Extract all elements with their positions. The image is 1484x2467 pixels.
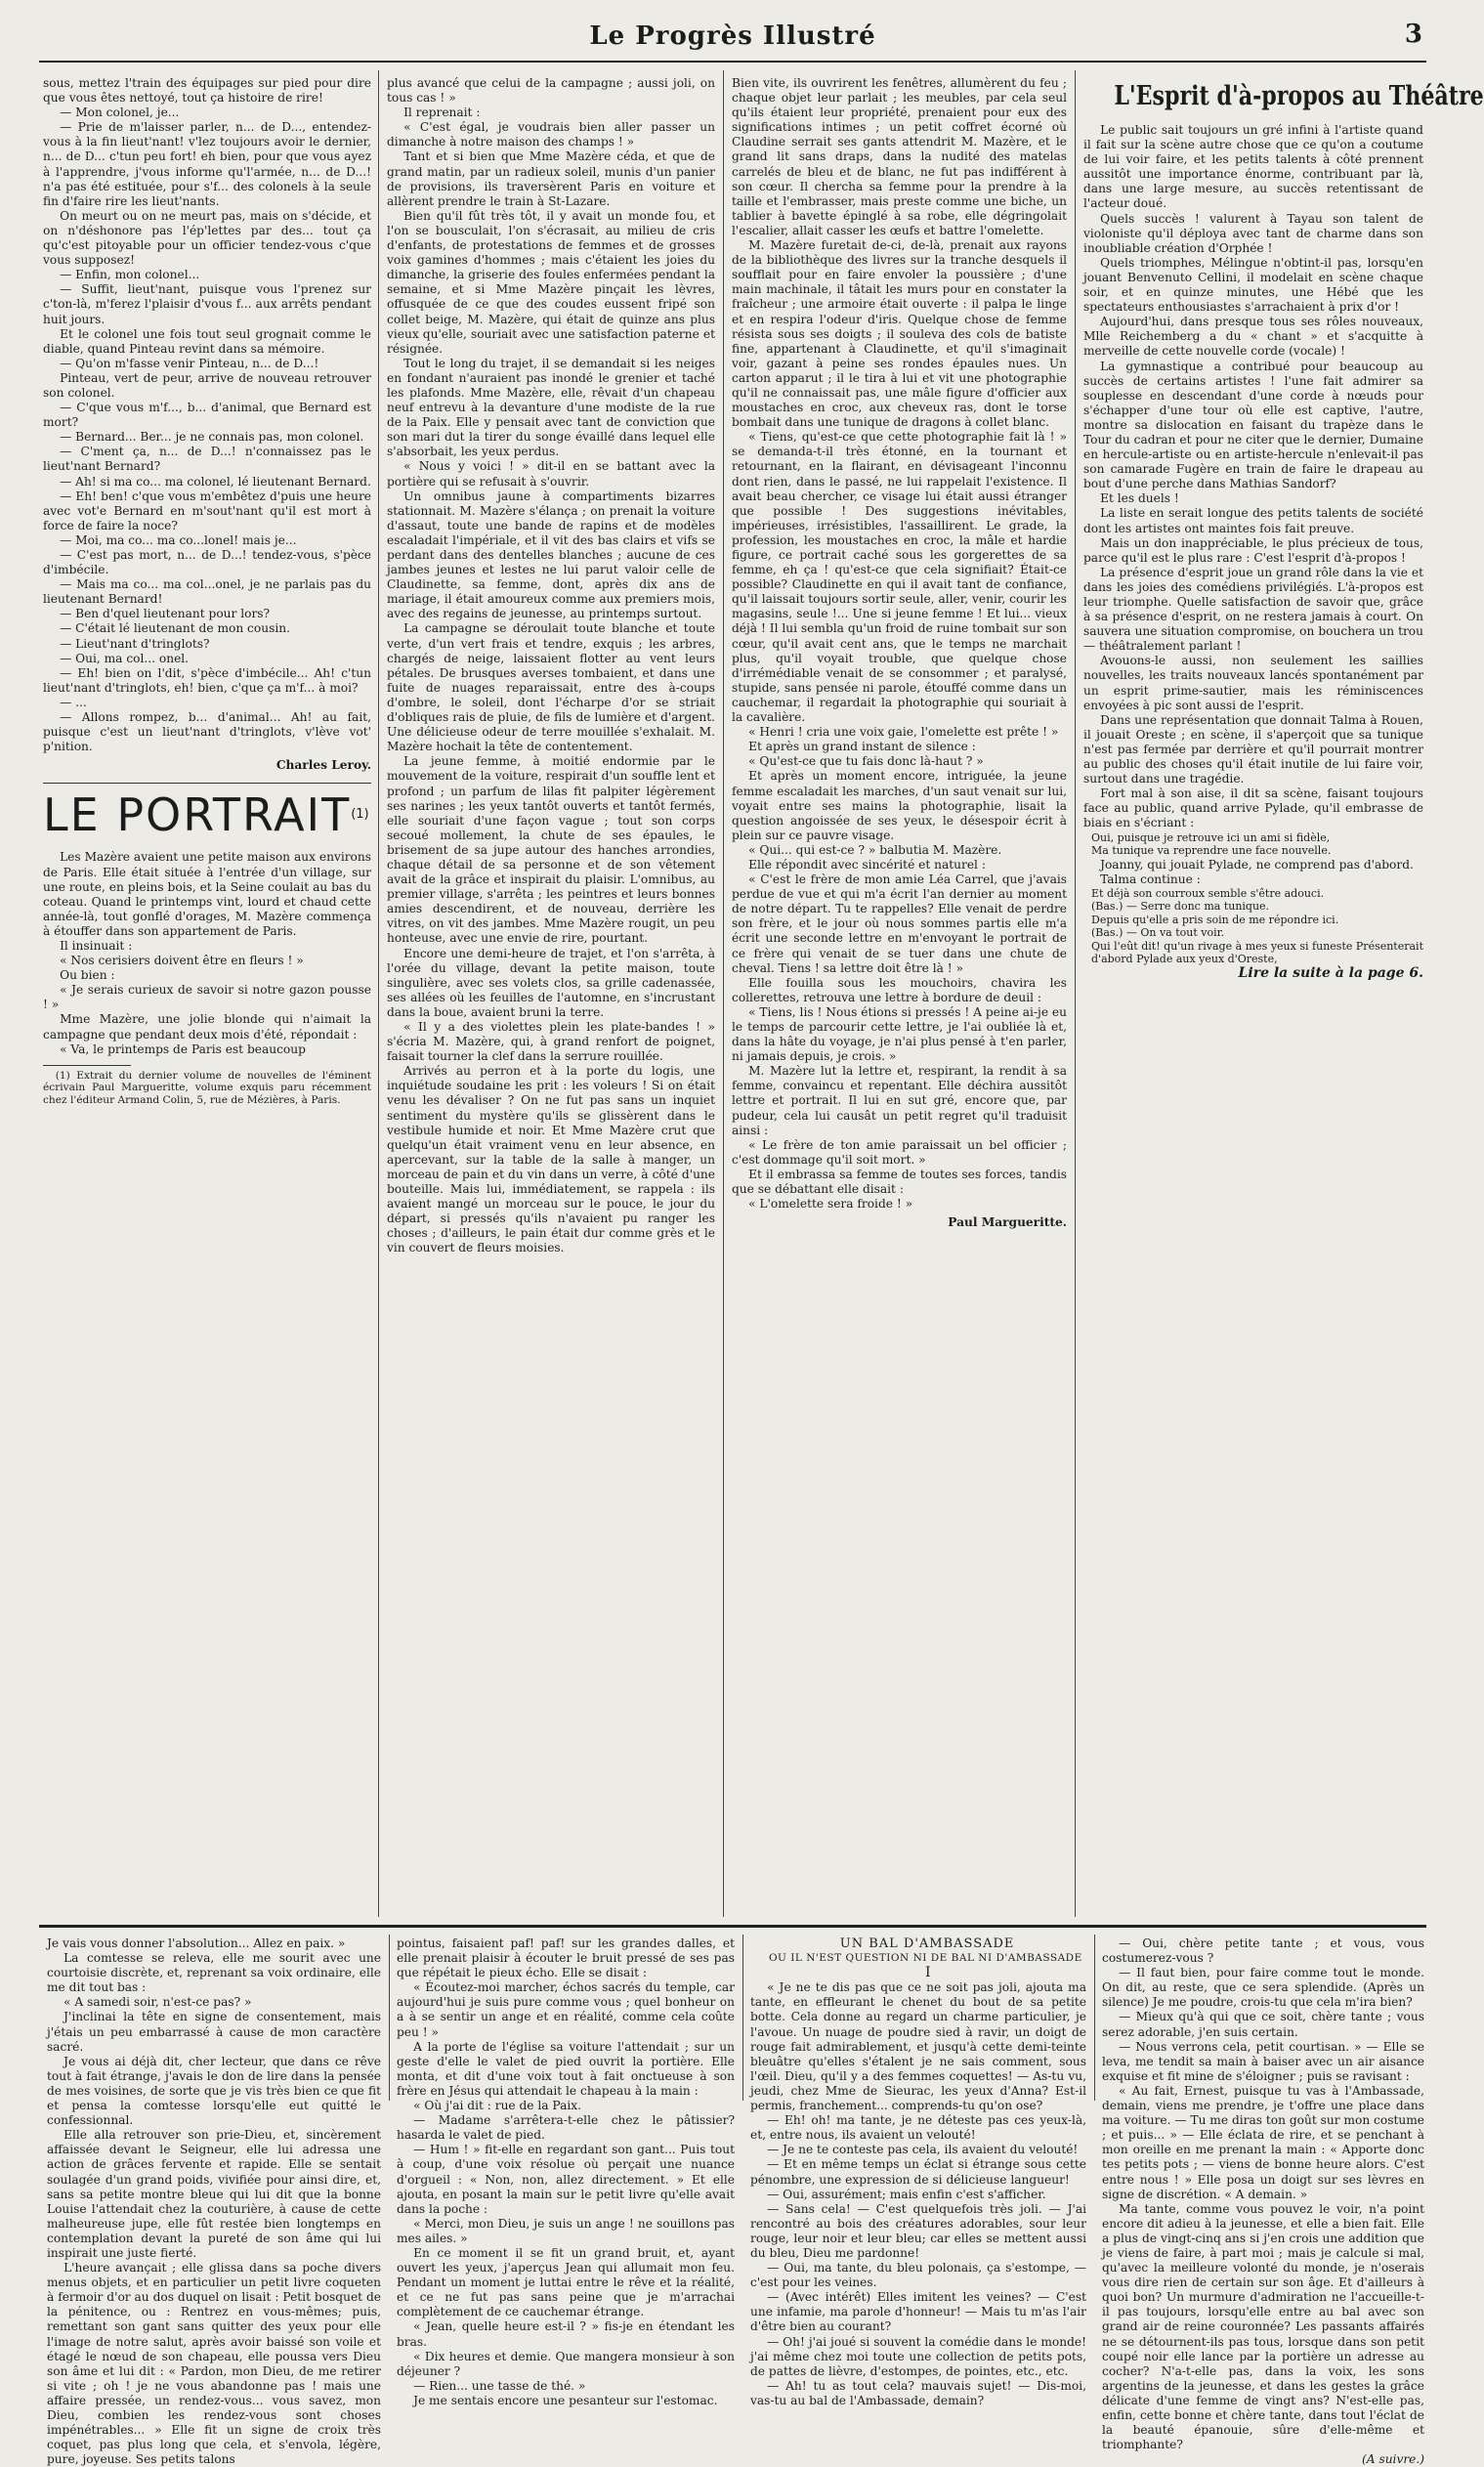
paragraph: — (Avec intérêt) Elles imitent les veines? — C'est une infamie, ma parole d'honneur! — Mais tu m'as l'air d'être bien au courant?: [750, 2290, 1086, 2334]
paragraph: — Allons rompez, b... d'animal... Ah! au fait, puisque c'est un lieut'nant d'tringlots, v'lève vot' p'nition.: [43, 710, 371, 754]
column-rule: [1094, 1935, 1095, 2101]
footnote-mark: (1): [351, 807, 369, 823]
paragraph: — Enfin, mon colonel...: [60, 268, 200, 282]
paragraph: « Qui... qui est-ce ? » balbutia M. Mazère.: [748, 842, 1002, 857]
paragraph: « Jean, quelle heure est-il ? » fis-je en étendant les bras.: [397, 2319, 735, 2349]
paragraph: Mais un don inappréciable, le plus précieux de tous, parce qu'il est le plus rare : C'est l'esprit d'à-propos !: [1083, 535, 1423, 565]
paragraph: La jeune femme, à moitié endormie par le mouvement de la voiture, respirait d'un souffle lent et profond ; un parfum de lilas fit palpiter légèrement ses narines ; les yeux tantôt ouverts et tantôt fermés, elle souriait d'une façon vague ; tout son corps secoué mollement, la chute de ses épaules, le brisement de sa jupe autour des hanches arrondies, chaque détail de sa personne et de son vêtement avait de la grâce et inspirait du plaisir. L'omnibus, au premier village, s'arrêta ; les peintres et leurs bonnes amies descendirent, et de nouveau, derrière les vitres, on vit des jambes. Mme Mazère rougit, un peu honteuse, avec une envie de rire, pourtant.: [387, 754, 715, 946]
paragraph: Encore une demi-heure de trajet, et l'on s'arrêta, à l'orée du village, devant la petite maison, toute singulière, avec ses volets clos, sa grille cadenassée, ses allées où les feuilles de l'automne, en s'incrustant dans la boue, avaient bruni la terre.: [387, 946, 715, 1019]
paragraph: Quels triomphes, Mélingue n'obtint-il pas, lorsqu'en jouant Benvenuto Cellini, il modelait en scène chaque soir, et en quinze minutes, une Hébé que les spectateurs enthousiastes s'arrachaient à prix d'or !: [1083, 255, 1423, 315]
paragraph: sous, mettez l'train des équipages sur pied pour dire que vous êtes nettoyé, tout ça histoire de rire!: [43, 76, 371, 106]
paragraph: — C'est pas mort, n... de D...! tendez-vous, s'pèce d'imbécile.: [43, 548, 371, 577]
column-rule: [723, 70, 724, 1917]
paragraph: — Je ne te conteste pas cela, ils avaient du velouté!: [767, 2143, 1079, 2157]
paragraph: — Nous verrons cela, petit courtisan. » — Elle se leva, me tendit sa main à baiser avec un air aisance exquise et fit mine de s'éloigner ; puis se ravisant :: [1102, 2039, 1424, 2083]
paragraph: — Sans cela! — C'est quelquefois très joli. — J'ai rencontré au bois des créatures adorables, sour leur rouge, leur noir et leur bleu; car elles se mettent aussi du bleu, Dieu me pardonne!: [750, 2201, 1086, 2260]
paragraph: « Où j'ai dit : rue de la Paix.: [413, 2099, 581, 2113]
verse-line: Depuis qu'elle a pris soin de me répondre ici.: [1091, 913, 1339, 926]
paragraph: En ce moment il se fit un grand bruit, et, ayant ouvert les yeux, j'aperçus Jean qui allumait mon feu. Pendant un moment je luttai entre le rêve et la réalité, et ce ne fut pas sans peine que je m'arrachai complètement de ce cauchemar étrange.: [397, 2245, 735, 2319]
paragraph: « Nous y voici ! » dit-il en se battant avec la portière qui se refusait à s'ouvrir.: [387, 459, 715, 489]
paragraph: — Qu'on m'fasse venir Pinteau, n... de D...!: [60, 356, 319, 370]
paragraph: Dans une représentation que donnait Talma à Rouen, il jouait Oreste ; en scène, il s'aperçoit que sa tunique n'est pas fermée par derrière et qu'il pourrait montrer au public des choses qu'il était inutile de lui faire voir, surtout dans une tragédie.: [1083, 712, 1423, 787]
paragraph: Avouons-le aussi, non seulement les saillies nouvelles, les traits nouveaux lancés spontanément par un esprit prime-sautier, mais les réminiscences envoyées à pic sont aussi de l'esprit.: [1083, 654, 1423, 712]
paragraph: « Dix heures et demie. Que mangera monsieur à son déjeuner ?: [397, 2349, 735, 2378]
section-number: I: [925, 1965, 931, 1981]
paragraph: pointus, faisaient paf! paf! sur les grandes dalles, et elle prenait plaisir à écouter le bruit pressé de ses pas que répétait le pieux écho. Elle se disait :: [397, 1936, 735, 1980]
paragraph: — Oui, chère petite tante ; et vous, vous costumerez-vous ?: [1102, 1936, 1424, 1966]
paragraph: Je me sentais encore une pesanteur sur l'estomac.: [413, 2393, 718, 2407]
paragraph: — Oui, ma tante, du bleu polonais, ça s'estompe, — c'est pour les veines.: [750, 2261, 1086, 2290]
page-header: [39, 18, 1426, 63]
verse-line: Et déjà son courroux semble s'être adouci.: [1091, 886, 1325, 900]
paragraph: — Ah! si ma co... ma colonel, lé lieutenant Bernard.: [60, 474, 371, 489]
paragraph: Et les duels !: [1100, 491, 1179, 506]
paragraph: — Rien... une tasse de thé. »: [413, 2378, 586, 2393]
paragraph: — ...: [60, 695, 87, 709]
column-rule: [742, 1935, 743, 2101]
paragraph: — Lieut'nant d'tringlots?: [60, 636, 210, 651]
continued-link[interactable]: Lire la suite à la page 6.: [1238, 964, 1423, 981]
verse-line: Ma tunique va reprendre une face nouvelle.: [1091, 844, 1332, 857]
paragraph: Le public sait toujours un gré infini à l'artiste quand il fait sur la scène autre chose que ce qu'on a coutume de lui voir faire, et les petits talents à côté prennent aussitôt une importance énorme, contribuant par là, dans une large mesure, au succès retentissant de l'acteur doué.: [1083, 123, 1423, 211]
paragraph: — Mon colonel, je...: [60, 106, 180, 120]
paragraph: Tant et si bien que Mme Mazère céda, et que de grand matin, par un radieux soleil, munis d'un panier de provisions, ils traversèrent Paris en voiture et allèrent prendre le train à St-Lazare.: [387, 149, 715, 208]
verse-line: (Bas.) — Serre donc ma tunique.: [1091, 900, 1270, 914]
paragraph: Et après un grand instant de silence :: [748, 740, 976, 754]
column-rule: [1075, 70, 1076, 1917]
article-title: L'Esprit d'à-propos au Théâtre: [1114, 81, 1484, 111]
paragraph: Un omnibus jaune à compartiments bizarres stationnait. M. Mazère s'élança ; on prenait la voiture d'assaut, toute une bande de rapins et de modèles escaladait l'impériale, et il vit des bas clairs et vifs se perdant dans des dentelles blanches ; aucune de ces jambes jeunes et lestes ne lui parut valoir celle de Claudinette, sa femme, dont, après dix ans de mariage, il était amoureux comme aux premiers mois, avec des regains de jeunesse, au printemps surtout.: [387, 489, 715, 621]
column-4: [1083, 76, 1484, 1918]
bottom-column-3: [750, 1936, 1086, 2407]
paragraph: Bien qu'il fût très tôt, il y avait un monde fou, et l'on se bousculait, l'on s'écrasait, au milieu de cris d'enfants, de protestations de femmes et de grosses voix gamines d'hommes ; mais c'étaient les joies du dimanche, la griserie des foules enfermées pendant la semaine, et si Mme Mazère pinçait les lèvres, offusquée de ce que des coudes eussent fripé son collet beige, M. Mazère, qui était de quinze ans plus vieux qu'elle, souriait avec une satisfaction paterne et résignée.: [387, 208, 715, 356]
paragraph: — Mais ma co... ma col...onel, je ne parlais pas du lieutenant Bernard!: [43, 577, 371, 607]
page-number: 3: [1404, 20, 1422, 49]
paragraph: « Nos cerisiers doivent être en fleurs ! »: [60, 954, 304, 968]
paragraph: — Eh! oh! ma tante, je ne déteste pas ces yeux-là, et, entre nous, ils avaient un velouté!: [750, 2113, 1086, 2143]
paragraph: M. Mazère lut la lettre et, respirant, la rendit à sa femme, convaincu et repentant. Elle déchira aussitôt lettre et portrait. Il lui en sut gré, encore que, par pudeur, cela lui causât un petit regret qu'il traduisit ainsi :: [732, 1064, 1067, 1137]
paragraph: Les Mazère avaient une petite maison aux environs de Paris. Elle était située à l'entrée d'un village, sur une route, en pleins bois, et la Seine coulait au bas du coteau. Quand le printemps vint, lourd et chaud cette année-là, tout gonflé d'orages, M. Mazère commença à étouffer dans son appartement de Paris.: [43, 850, 371, 938]
paragraph: « C'est égal, je voudrais bien aller passer un dimanche à notre maison des champs ! »: [387, 120, 715, 149]
paragraph: A la porte de l'église sa voiture l'attendait ; sur un geste d'elle le valet de pied ouvrit la portière. Elle monta, et dit d'une voix tout à fait onctueuse à son frère en Jésus qui attendait le chapeau à la main :: [397, 2039, 735, 2098]
paragraph: M. Mazère furetait de-ci, de-là, prenait aux rayons de la bibliothèque des livres sur la tranche desquels il soufflait pour en faire envoler la poussière ; d'une main machinale, il tâtait les murs pour en constater la fraîcheur ; une armoire était ouverte : il palpa le linge et en respira l'odeur d'iris. Quelque chose de femme résista sous ses doigts ; il souleva des cols de batiste fine, appartenant à Claudinette, et qu'il s'imaginait voir, gazant à peine ses rondes épaules nues. Un carton apparut ; il le tira à lui et vit une photographie qu'il ne connaissait pas, une mâle figure d'officier aux moustaches en croc, aux cheveux ras, dont le torse bombait dans une tunique de dragons à collet blanc.: [732, 238, 1067, 430]
column-1: [43, 76, 371, 1918]
article-divider: [43, 783, 371, 784]
paragraph: « A samedi soir, n'est-ce pas? »: [64, 1995, 252, 2010]
verse-line: Qui l'eût dit! qu'un rivage à mes yeux si funeste Présenterait d'abord Pylade aux yeux d'Oreste,: [1091, 939, 1423, 966]
paragraph: plus avancé que celui de la campagne ; aussi joli, on tous cas ! »: [387, 76, 715, 106]
verse-line: Oui, puisque je retrouve ici un ami si fidèle,: [1091, 830, 1331, 844]
paragraph: Et il embrassa sa femme de toutes ses forces, tandis que se débattant elle disait :: [732, 1167, 1067, 1197]
paragraph: La gymnastique a contribué pour beaucoup au succès de certains artistes ! l'une fait admirer sa souplesse en descendant d'une corde à nœuds pour s'échapper d'une tour où elle est captive, l'autre, montre sa dislocation en faisant du trapèze dans le Tour du cadran et pour ne citer que le dernier, Dumaine en hercule-artiste ou en artiste-hercule n'enlevait-il pas son camarade Fugère en train de faire le drapeau au bout d'une perche dans Mathias Sandorf?: [1083, 359, 1423, 491]
paragraph: — C'que vous m'f..., b... d'animal, que Bernard est mort?: [43, 401, 371, 430]
article-title: UN BAL D'AMBASSADE: [839, 1936, 1015, 1951]
paragraph: La campagne se déroulait toute blanche et toute verte, d'un vert frais et tendre, exquis ; les arbres, chargés de neige, laissaient flotter au vent leurs pétales. De brusques averses tombaient, et dans une fuite de nuages reparaissait, entre des à-coups d'ombre, le soleil, dont l'écharpe d'or se striait d'obliques rais de pluie, de fils de lumière et d'argent. Une délicieuse odeur de terre mouillée s'exhalait. M. Mazère hochait la tête de contentement.: [387, 621, 715, 754]
paragraph: Elle répondit avec sincérité et naturel :: [748, 857, 986, 872]
article-subtitle: OU IL N'EST QUESTION NI DE BAL NI D'AMBASSADE: [768, 1952, 1082, 1965]
bottom-column-1: [47, 1936, 381, 2467]
paragraph: — Oui, assurément; mais enfin c'est s'afficher.: [767, 2187, 1046, 2201]
verse-line: (Bas.) — On va tout voir.: [1091, 926, 1225, 940]
column-2: [387, 76, 715, 1918]
column-3: [732, 76, 1067, 1918]
paragraph: — Prie de m'laisser parler, n... de D..., entendez-vous à la fin lieut'nant! v'lez toujours avoir le dernier, n... de D... c'tun peu fort! eh bien, pour que vous ayez à l'apprendre, j'vous informe qu'l'armée, n... de D...! n'a pas été estituée, pour s'f... des colonels à la seule fin d'faire rire les lieut'nants.: [43, 120, 371, 208]
column-rule: [389, 1935, 390, 2101]
footnote: (1) Extrait du dernier volume de nouvelles de l'éminent écrivain Paul Margueritte, volume exquis paru récemment chez l'éditeur Armand Colin, 5, rue de Mézières, à Paris.: [43, 1069, 371, 1106]
paragraph: « C'est le frère de mon amie Léa Carrel, que j'avais perdue de vue et qui m'a écrit l'an dernier au moment de notre départ. Tu te rappelles? Elle venait de perdre son frère, et le jour où nous sommes partis elle m'a écrit une seconde lettre en m'envoyant le portrait de ce frère qui venait de se tuer dans une chute de cheval. Tiens ! sa lettre doit être là ! »: [732, 872, 1067, 975]
article-title-text: LE PORTRAIT: [43, 788, 352, 842]
paragraph: — Ah! tu as tout cela? mauvais sujet! — Dis-moi, vas-tu au bal de l'Ambassade, demain?: [750, 2378, 1086, 2407]
paragraph: — Bernard... Ber... je ne connais pas, mon colonel.: [60, 430, 364, 445]
paragraph: « Le frère de ton amie paraissait un bel officier ; c'est dommage qu'il soit mort. »: [732, 1137, 1067, 1167]
paragraph: — Et en même temps un éclat si étrange sous cette pénombre, une expression de si délicieuse langueur!: [750, 2157, 1086, 2187]
paragraph: — Mieux qu'à qui que ce soit, chère tante ; vous serez adorable, j'en suis certain.: [1102, 2010, 1424, 2039]
paragraph: Mme Mazère, une jolie blonde qui n'aimait la campagne que pendant deux mois d'été, répondait :: [43, 1012, 371, 1042]
paragraph: J'inclinai la tête en signe de consentement, mais j'étais un peu embarrassé à cause de mon caractère sacré.: [47, 2010, 381, 2054]
paragraph: — Eh! ben! c'que vous m'embêtez d'puis une heure avec vot'e Bernard en m'sout'nant qu'il est mort à force de faire la noce?: [43, 489, 371, 532]
to-be-continued: (A suivre.): [1362, 2452, 1424, 2467]
paragraph: « Tiens, lis ! Nous étions si pressés ! A peine ai-je eu le temps de parcourir cette lettre, je l'ai oubliée là et, dans la hâte du voyage, je n'ai plus pensé à t'en parler, ni jamais depuis, je crois. »: [732, 1004, 1067, 1064]
paragraph: « Au fait, Ernest, puisque tu vas à l'Ambassade, demain, viens me prendre, je t'offre une place dans ma voiture. — Tu me diras ton goût sur mon costume ; et puis... » — Elle éclata de rire, et se penchant à mon oreille en me prenant la main : « Apporte donc tes petits pots ; — viens de bonne heure alors. C'est entre nous ! » Elle posa un doigt sur ses lèvres en signe de discrétion. « A demain. »: [1102, 2083, 1424, 2201]
paragraph: « Écoutez-moi marcher, échos sacrés du temple, car aujourd'hui je suis pure comme vous ; quel bonheur on a à se sentir un ange et en réalité, comme cela coûte peu ! »: [397, 1980, 735, 2039]
paragraph: — Madame s'arrêtera-t-elle chez le pâtissier? hasarda le valet de pied.: [397, 2113, 735, 2143]
paragraph: — Hum ! » fit-elle en regardant son gant... Puis tout à coup, d'une voix résolue où perçait une nuance d'orgueil : « Non, non, allez directement. » Et elle ajouta, en posant la main sur le petit livre qu'elle avait dans la poche :: [397, 2143, 735, 2216]
article-title: [43, 789, 371, 840]
paragraph: Quels succès ! valurent à Tayau son talent de violoniste qu'il déploya avec tant de charme dans son inoubliable création d'Orphée !: [1083, 211, 1423, 255]
paragraph: Ou bien :: [60, 968, 115, 983]
paragraph: — Suffit, lieut'nant, puisque vous l'prenez sur c'ton-là, m'ferez l'plaisir d'vous f... aux arrêts pendant huit jours.: [43, 282, 371, 326]
paragraph: — C'était lé lieutenant de mon cousin.: [60, 621, 290, 636]
paragraph: « Je serais curieux de savoir si notre gazon pousse ! »: [43, 983, 371, 1012]
paragraph: — Ben d'quel lieutenant pour lors?: [60, 607, 271, 621]
bottom-column-4: [1102, 1936, 1424, 2467]
paragraph: Aujourd'hui, dans presque tous ses rôles nouveaux, Mlle Reichemberg a du « chant » et s'acquitte à merveille de cette nouvelle corde (vocale) !: [1083, 315, 1423, 359]
paragraph: — Oh! j'ai joué si souvent la comédie dans le monde! j'ai même chez moi toute une collection de petits pots, de pattes de lièvre, d'estompes, de pointes, etc., etc.: [750, 2334, 1086, 2378]
paragraph: Joanny, qui jouait Pylade, ne comprend pas d'abord.: [1100, 857, 1414, 872]
footnote-rule: [43, 1065, 131, 1066]
paragraph: « Merci, mon Dieu, je suis un ange ! ne souillons pas mes ailes. »: [397, 2216, 735, 2245]
paragraph: « Qu'est-ce que tu fais donc là-haut ? »: [748, 754, 984, 769]
paragraph: La comtesse se releva, elle me sourit avec une courtoisie discrète, et, reprenant sa voix ordinaire, elle me dit tout bas :: [47, 1951, 381, 1995]
paragraph: « Va, le printemps de Paris est beaucoup: [60, 1042, 306, 1056]
bottom-column-2: [397, 1936, 735, 2407]
paragraph: Fort mal à son aise, il dit sa scène, faisant toujours face au public, quand arrive Pylade, qu'il embrasse de biais en s'écriant :: [1083, 787, 1423, 830]
paragraph: Et après un moment encore, intriguée, la jeune femme escaladait les marches, d'un saut venait sur lui, voyait entre ses mains la photographie, lisait la question angoissée de ses yeux, le désespoir écrit à plein sur ce pauvre visage.: [732, 769, 1067, 842]
col1-text: [43, 76, 371, 773]
paragraph: La présence d'esprit joue un grand rôle dans la vie et dans les joies des comédiens privilégiés. L'à-propos est leur triomphe. Quelle satisfaction de savoir que, grâce à sa présence d'esprit, on ne restera jamais à court. On sauvera une situation compromise, on bouchera un trou — théâtralement parlant !: [1083, 565, 1423, 654]
paragraph: Arrivés au perron et à la porte du logis, une inquiétude soudaine les prit : les voleurs ! Si on était venu les dévaliser ? On ne fut pas sans un inquiet sentiment du mystère qu'ils se glissèrent dans le vestibule humide et noir. Et Mme Mazère crut que quelqu'un était vraiment venu en leur absence, en apercevant, sur la table de la salle à manger, un morceau de pain et du vin dans un verre, à côté d'une bouteille. Mais lui, immédiatement, se rappela : ils avaient mangé un morceau sur le pouce, le jour du départ, si pressés qu'ils n'avaient pu ranger les choses ; d'ailleurs, le pain était dur comme grès et le vin couvert de fleurs moisies.: [387, 1064, 715, 1255]
paragraph: « Il y a des violettes plein les plate-bandes ! » s'écria M. Mazère, qui, à grand renfort de poignet, faisait tourner la clef dans la serrure rouillée.: [387, 1020, 715, 1064]
paragraph: Pinteau, vert de peur, arrive de nouveau retrouver son colonel.: [43, 370, 371, 400]
paragraph: « Henri ! cria une voix gaie, l'omelette est prête ! »: [748, 725, 1059, 740]
paragraph: Je vais vous donner l'absolution... Allez en paix. »: [47, 1936, 346, 1950]
paragraph: — Il faut bien, pour faire comme tout le monde. On dit, au reste, que ce sera splendide. (Après un silence) Je me poudre, crois-tu que cela m'ira bien?: [1102, 1966, 1424, 2010]
column-rule: [378, 70, 379, 1917]
paragraph: Et le colonel une fois tout seul grognait comme le diable, quand Pinteau revint dans sa mémoire.: [43, 326, 371, 356]
paragraph: Tout le long du trajet, il se demandait si les neiges en fondant n'auraient pas inondé le grenier et taché les plafonds. Mme Mazère, elle, rêvait d'un chapeau neuf entrevu à la devanture d'une modiste de la rue de la Paix. Elle y pensait avec tant de conviction que son mari dut la tirer du songe évaillé dans lequel elle s'absorbait, les yeux perdus.: [387, 356, 715, 459]
paragraph: « Tiens, qu'est-ce que cette photographie fait là ! » se demanda-t-il très étonné, en la tournant et retournant, en la flairant, en dévisageant l'inconnu dont rien, dans le passé, ne lui rappelait l'existence. Il avait beau chercher, ce visage lui était aussi étranger que possible ! Des suggestions inévitables, impérieuses, irrésistibles, l'assaillirent. Le grade, la profession, les moustaches en croc, la mâle et hardie figure, ce portrait caché sous les gorgerettes de sa femme, eh ça ! qu'est-ce que cela signifiait? Était-ce possible? Claudinette en qui il avait tant de confiance, qu'il laissait toujours sortir seule, aller, venir, courir les magasins, seule !... Une si jeune femme ! Et lui... vieux déjà ! Il lui sembla qu'un froid de ruine tombait sur son cœur, qu'il avait cent ans, que le temps ne marchait plus, qu'il voyait trouble, que quelque chose d'irrémédiable venait de se consommer ; et paralysé, stupide, sans pensée ni parole, étouffé comme dans un cauchemar, il regardait la photographie qui souriait à la cavalière.: [732, 430, 1067, 725]
paragraph: Bien vite, ils ouvrirent les fenêtres, allumèrent du feu ; chaque objet leur parlait ; les meubles, par cela seul qu'ils étaient leur propriété, prenaient pour eux des significations intimes ; un petit coffret écorné où Claudine serrait ses gants attendrit M. Mazère, et le grand lit sans draps, dans la nudité des matelas carrelés de bleu et de blanc, ne fut pas indifférent à son cœur. Il chercha sa femme pour la prendre à la taille et l'embrasser, mais preste comme une biche, un tablier à bavette épinglé à sa robe, elle dégringolait l'escalier, allait casser les œufs et battre l'omelette.: [732, 76, 1067, 237]
paragraph: — Moi, ma co... ma co...lonel! mais je...: [60, 532, 297, 547]
paragraph: L'heure avançait ; elle glissa dans sa poche divers menus objets, et en particulier un petit livre coqueten à fermoir d'or au dos duquel on lisait : Petit bosquet de la pénitence, ou : Rentrez en vous-mêmes; puis, remettant son gant sans quitter des yeux pour elle l'image de notre salut, après avoir baissé son voile et étagé le nœud de son chapeau, elle poussa vers Dieu son âme et lui dit : « Pardon, mon Dieu, de me retirer si vite ; oh ! je ne vous abandonne pas ! mais une affaire pressée, un rendez-vous... vous savez, mon Dieu, combien les rendez-vous sont choses impénétrables... » Elle fit un signe de croix très coquet, pas plus long que cela, et s'envola, légère, pure, joyeuse. Ses petits talons: [47, 2261, 381, 2467]
paragraph: Elle fouilla sous les mouchoirs, chavira les collerettes, retrouva une lettre à bordure de deuil :: [732, 975, 1067, 1004]
paragraph: Je vous ai déjà dit, cher lecteur, que dans ce rêve tout à fait étrange, j'avais le don de lire dans la pensée de mes voisines, de sorte que je vis très bien ce que fit et pensa la comtesse lorsqu'elle eut quitté le confessionnal.: [47, 2054, 381, 2128]
masthead: Le Progrès Illustré: [589, 21, 876, 51]
paragraph: Ma tante, comme vous pouvez le voir, n'a point encore dit adieu à la jeunesse, et elle a bien fait. Elle a plus de vingt-cinq ans si j'en crois une addition que je viens de faire, à part moi ; mais je calcule si mal, qu'avec la meilleure volonté du monde, je n'oserais vous dire rien de certain sur son âge. Et d'ailleurs à quoi bon? Un murmure d'admiration ne l'accueille-t-il pas toujours, lorsqu'elle entre au bal avec son grand air de reine couronnée? Les passants affairés ne se détournent-ils pas tous, lorsque dans son petit coupé noir elle lance par la portière un adresse au cocher? N'a-t-elle pas, dans la voix, les sons argentins de la jeunesse, et dans les gestes la grâce délicate d'une femme de vingt ans? N'est-elle pas, enfin, cette bonne et chère tante, dans tout l'éclat de la beauté épanouie, sûre d'elle-même et triomphante?: [1102, 2201, 1424, 2452]
paragraph: Il insinuait :: [60, 938, 133, 953]
paragraph: — C'ment ça, n... de D...! n'connaissez pas le lieut'nant Bernard?: [43, 445, 371, 474]
signature: Paul Margueritte.: [948, 1215, 1067, 1230]
paragraph: Il reprenait :: [403, 106, 481, 120]
paragraph: — Eh! bien on l'dit, s'pèce d'imbécile... Ah! c'tun lieut'nant d'tringlots, eh! bien, c'que ça m'f... à moi?: [43, 665, 371, 695]
paragraph: Talma continue :: [1100, 872, 1201, 886]
paragraph: « Je ne te dis pas que ce ne soit pas joli, ajouta ma tante, en effleurant le chenet du bout de sa petite botte. Cela donne au regard un charme particulier, je l'avoue. Un nuage de poudre sied à ravir, un doigt de rouge fait admirablement, et jusqu'à cette demi-teinte bleuâtre qu'elles s'étalent je ne sais comment, sous l'œil. Dieu, qu'il y a des femmes coquettes! — As-tu vu, jeudi, chez Mme de Sieurac, les yeux d'Anna? Est-il permis, franchement... comprends-tu qu'on ose?: [750, 1980, 1086, 2113]
paragraph: — Oui, ma col... onel.: [60, 651, 190, 665]
paragraph: La liste en serait longue des petits talents de société dont les artistes ont maintes fois fait preuve.: [1083, 506, 1423, 535]
paragraph: Elle alla retrouver son prie-Dieu, et, sincèrement affaissée devant le Seigneur, elle lui adressa une action de grâces fervente et rapide. Elle se sentait soulagée d'un grand poids, vivifiée pour ainsi dire, et, sans sa petite montre bleue qui lui dit que la bonne Louise l'attendait chez la couturière, à cause de cette malheureuse jupe, elle fût restée bien longtemps en contemplation devant la pureté de son âme qui lui inspirait une juste fierté.: [47, 2128, 381, 2260]
section-divider: [39, 1925, 1426, 1928]
paragraph: « L'omelette sera froide ! »: [748, 1197, 913, 1212]
paragraph: On meurt ou on ne meurt pas, mais on s'décide, et on n'déshonore pas l'ép'lettes par des... tout ça qu'c'est pitoyable pour un officier tendez-vous c'que vous supposez!: [43, 208, 371, 268]
signature: Charles Leroy.: [276, 758, 371, 773]
